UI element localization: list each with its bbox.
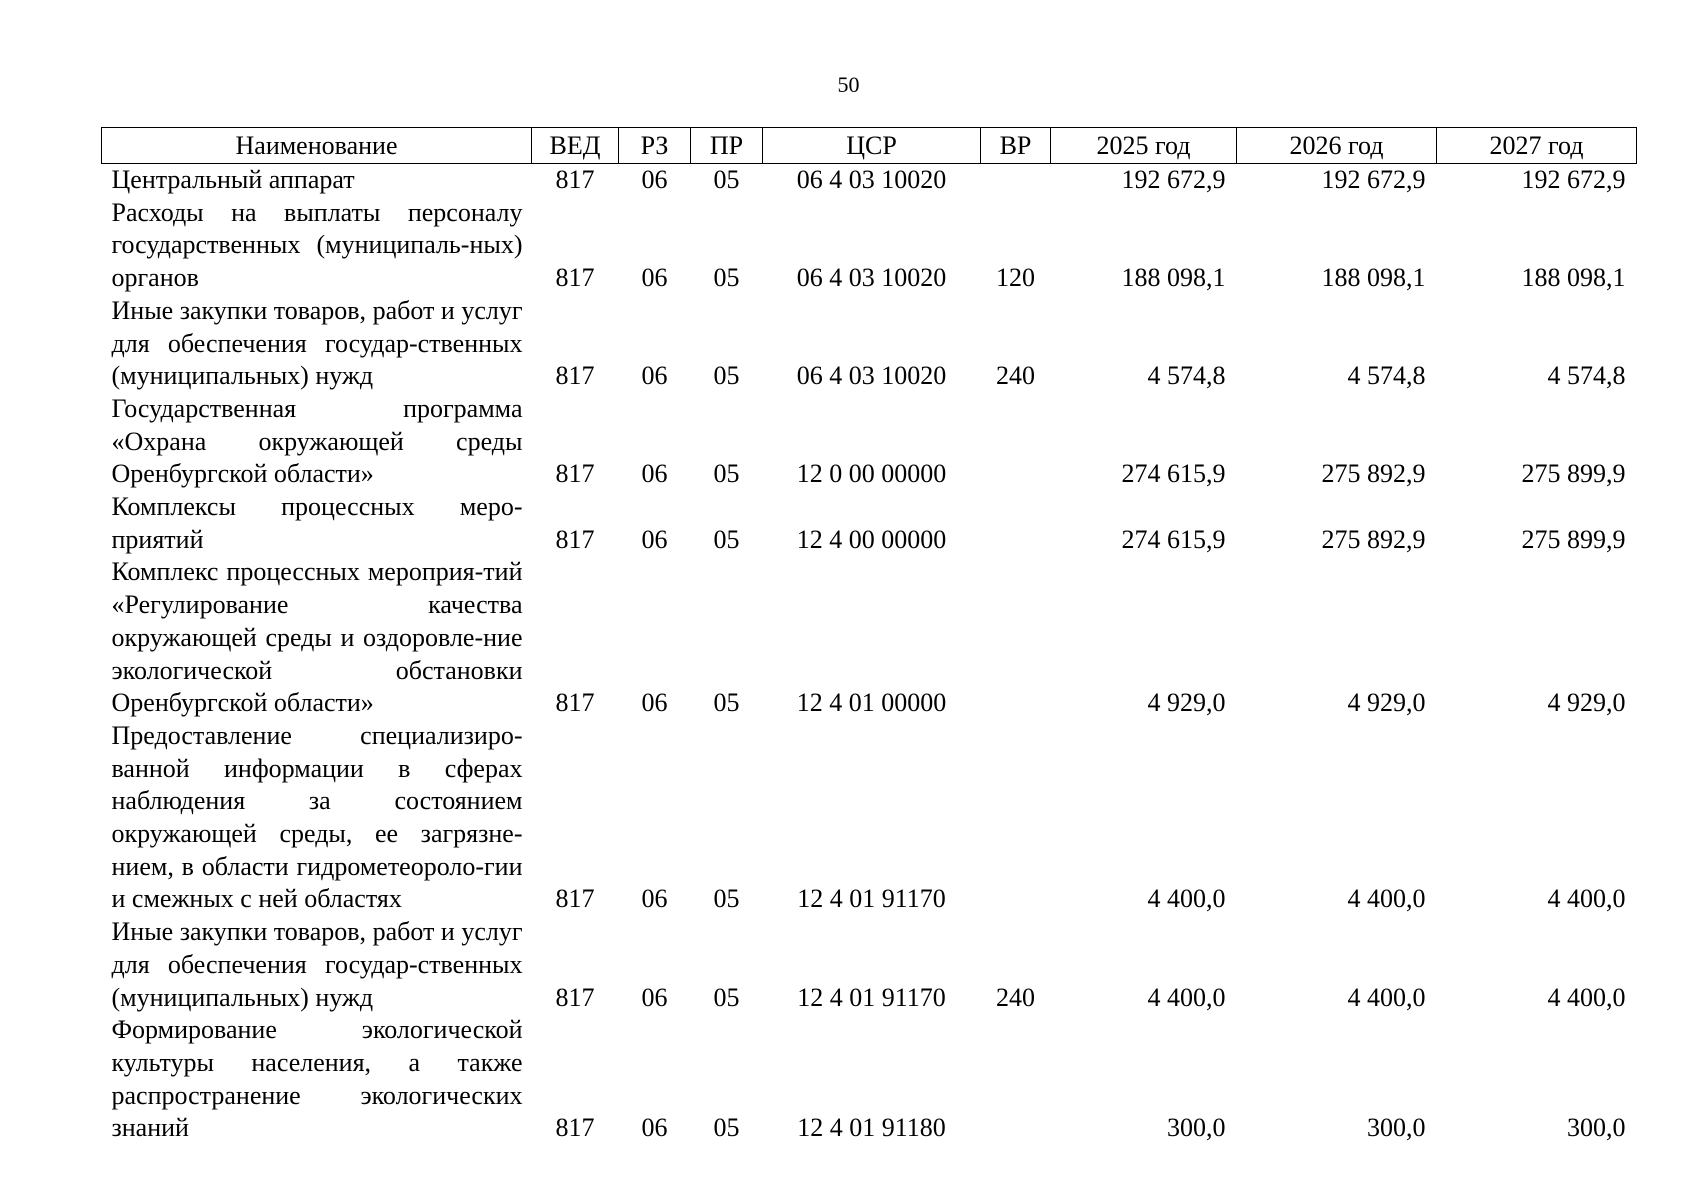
- table-row: [102, 393, 1637, 491]
- cell-2026: 300,0: [1367, 1113, 1426, 1143]
- cell-ved: 817: [555, 884, 595, 914]
- cell-pr: 05: [713, 982, 740, 1012]
- cell-csr: 12 0 00 00000: [796, 459, 947, 489]
- cell-name: Государственная программа «Охрана окружающей среды Оренбургской области»: [111, 393, 523, 489]
- cell-name: Комплексы процессных меро-приятий: [111, 492, 523, 554]
- table-row: [102, 164, 1637, 197]
- cell-2025: 4 929,0: [1147, 688, 1226, 718]
- cell-rz: 06: [641, 1113, 668, 1143]
- cell-rz: 06: [641, 884, 668, 914]
- cell-rz: 06: [641, 688, 668, 718]
- cell-pr: 05: [713, 1113, 740, 1143]
- table-row: [102, 556, 1637, 720]
- cell-rz: 06: [641, 524, 668, 554]
- cell-pr: 05: [713, 263, 740, 293]
- cell-csr: 12 4 01 00000: [796, 688, 947, 718]
- cell-2025: 274 615,9: [1121, 459, 1226, 489]
- cell-pr: 05: [713, 524, 740, 554]
- cell-2025: 192 672,9: [1121, 165, 1226, 194]
- table-body: [102, 164, 1637, 1146]
- table-row: [102, 197, 1637, 295]
- header-vr: ВР: [981, 128, 1051, 164]
- cell-vr: [981, 393, 1051, 491]
- cell-pr: 05: [713, 459, 740, 489]
- table-row: [102, 916, 1637, 1014]
- header-csr: ЦСР: [763, 128, 981, 164]
- cell-2026: 192 672,9: [1321, 165, 1426, 194]
- header-pr: ПР: [691, 128, 763, 164]
- header-name: Наименование: [102, 128, 532, 164]
- cell-pr: 05: [713, 688, 740, 718]
- cell-2026: 4 929,0: [1347, 688, 1426, 718]
- cell-name: Иные закупки товаров, работ и услуг для обеспечения государ-ственных (муниципальных) нужд: [111, 295, 523, 391]
- cell-csr: 12 4 01 91170: [797, 884, 946, 914]
- cell-csr: 06 4 03 10020: [796, 263, 947, 293]
- cell-2026: 188 098,1: [1321, 263, 1426, 293]
- cell-2027: 188 098,1: [1521, 263, 1626, 293]
- cell-ved: 817: [555, 165, 595, 194]
- cell-name: Центральный аппарат: [111, 165, 355, 194]
- cell-name: Комплекс процессных мероприя-тий «Регулирование качества окружающей среды и оздоровле-ние экологической обстановки Оренбургской области»: [111, 557, 523, 718]
- cell-2027: 275 899,9: [1521, 459, 1626, 489]
- cell-2027: 192 672,9: [1521, 165, 1626, 194]
- cell-ved: 817: [555, 263, 595, 293]
- cell-csr: 06 4 03 10020: [796, 361, 947, 391]
- cell-name: Формирование экологической культуры населения, а также распространение экологических знаний: [111, 1015, 523, 1143]
- cell-vr: 240: [996, 982, 1035, 1012]
- header-2027: 2027 год: [1437, 128, 1637, 164]
- cell-2027: 4 574,8: [1547, 361, 1626, 391]
- table-row: [102, 491, 1637, 556]
- cell-csr: 12 4 00 00000: [796, 524, 947, 554]
- cell-2027: 4 400,0: [1547, 884, 1626, 914]
- cell-vr: 120: [996, 263, 1035, 293]
- cell-ved: 817: [555, 1113, 595, 1143]
- cell-pr: 05: [713, 884, 740, 914]
- cell-rz: 06: [641, 361, 668, 391]
- cell-2025: 188 098,1: [1121, 263, 1226, 293]
- budget-table: [101, 127, 1637, 1145]
- cell-name: Расходы на выплаты персоналу государственных (муниципаль-ных) органов: [111, 197, 523, 293]
- cell-2025: 300,0: [1167, 1113, 1226, 1143]
- table-header-row: [102, 128, 1637, 164]
- cell-rz: 06: [641, 165, 668, 194]
- cell-ved: 817: [555, 459, 595, 489]
- cell-vr: [981, 1014, 1051, 1145]
- page-number: 50: [837, 72, 860, 97]
- cell-ved: 817: [555, 361, 595, 391]
- cell-csr: 12 4 01 91180: [797, 1113, 946, 1143]
- cell-2025: 4 400,0: [1147, 884, 1226, 914]
- cell-2027: 4 400,0: [1547, 982, 1626, 1012]
- cell-vr: [981, 491, 1051, 556]
- cell-vr: 240: [996, 361, 1035, 391]
- cell-2027: 275 899,9: [1521, 524, 1626, 554]
- cell-ved: 817: [555, 982, 595, 1012]
- cell-2026: 4 400,0: [1347, 982, 1426, 1012]
- cell-rz: 06: [641, 263, 668, 293]
- table-row: [102, 1014, 1637, 1145]
- cell-vr: [981, 720, 1051, 916]
- header-ved: ВЕД: [532, 128, 619, 164]
- header-rz: РЗ: [619, 128, 691, 164]
- cell-rz: 06: [641, 982, 668, 1012]
- cell-csr: 12 4 01 91170: [797, 982, 946, 1012]
- header-2025: 2025 год: [1051, 128, 1237, 164]
- cell-vr: [981, 164, 1051, 197]
- header-2026: 2026 год: [1237, 128, 1437, 164]
- table-row: [102, 295, 1637, 393]
- cell-2026: 4 400,0: [1347, 884, 1426, 914]
- cell-csr: 06 4 03 10020: [796, 165, 947, 194]
- cell-pr: 05: [713, 165, 740, 194]
- cell-2026: 275 892,9: [1321, 459, 1426, 489]
- table-row: [102, 720, 1637, 916]
- cell-2025: 4 574,8: [1147, 361, 1226, 391]
- cell-2025: 274 615,9: [1121, 524, 1226, 554]
- cell-name: Предоставление специализиро-ванной информации в сферах наблюдения за состоянием окружающей среды, ее загрязне-нием, в области гидрометеороло-гии и смежных с ней областях: [111, 720, 523, 914]
- cell-2026: 275 892,9: [1321, 524, 1426, 554]
- cell-2025: 4 400,0: [1147, 982, 1226, 1012]
- cell-2027: 4 929,0: [1547, 688, 1626, 718]
- cell-ved: 817: [555, 524, 595, 554]
- cell-pr: 05: [713, 361, 740, 391]
- cell-name: Иные закупки товаров, работ и услуг для обеспечения государ-ственных (муниципальных) нужд: [111, 917, 523, 1012]
- cell-ved: 817: [555, 688, 595, 718]
- cell-vr: [981, 556, 1051, 720]
- cell-2027: 300,0: [1567, 1113, 1626, 1143]
- cell-rz: 06: [641, 459, 668, 489]
- cell-2026: 4 574,8: [1347, 361, 1426, 391]
